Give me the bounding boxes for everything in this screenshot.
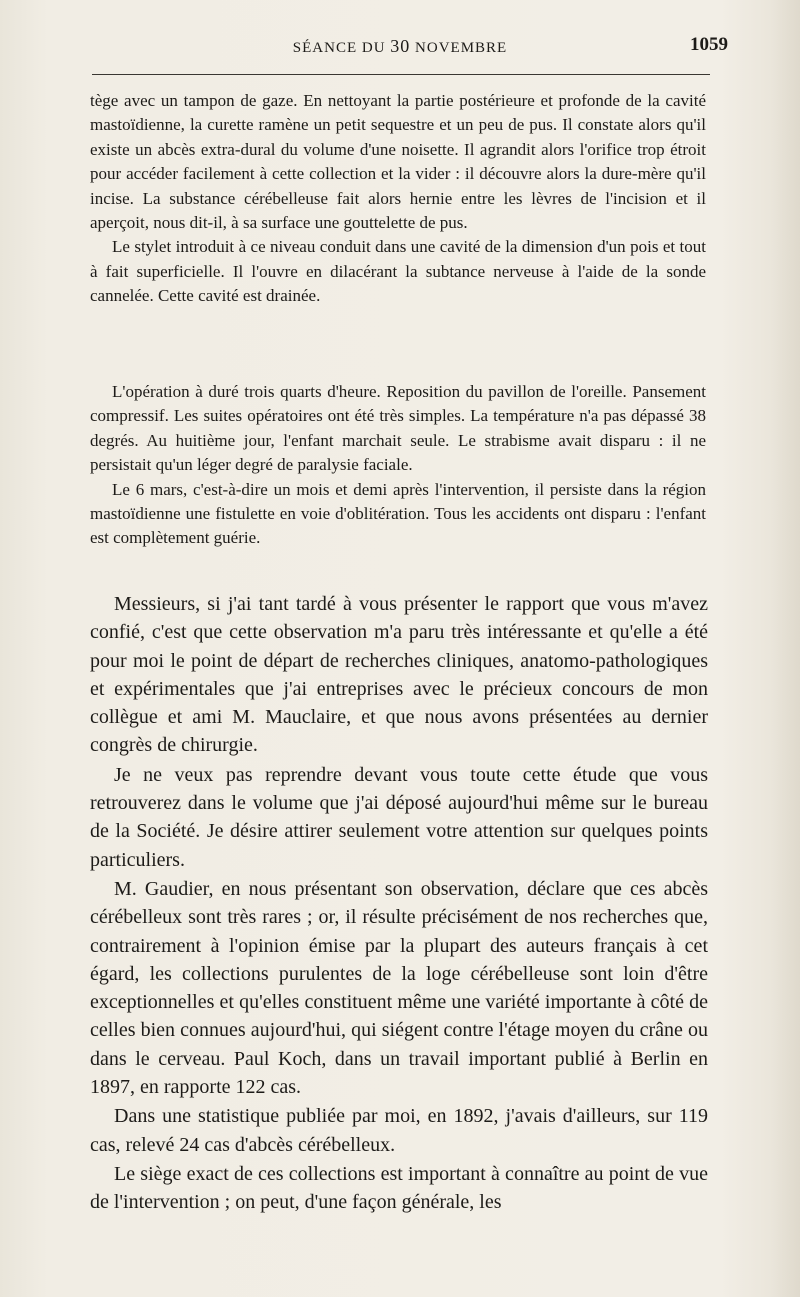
header-rule	[92, 74, 710, 75]
followup-paragraph: Le 6 mars, c'est-à-dire un mois et demi après l'intervention, il persiste dans la région mastoïdienne une fistulette en voie d'oblitération. Tous les accidents ont disparu : l'enfant est complètement guérie.	[90, 479, 706, 548]
report-text	[90, 590, 708, 1217]
report-paragraph: M. Gaudier, en nous présentant son observation, déclare que ces abcès cérébelleux sont très rares ; or, il résulte précisément de nos recherches que, contrairement à l'opinion émise par la plupart des auteurs français à cet égard, les collections purulentes de la loge cérébelleuse sont loin d'être exceptionnelles et qu'elles constituent même une variété importante à côté de celles bien connues aujourd'hui, qui siégent contre l'étage moyen du crâne ou dans le cerveau. Paul Koch, dans un travail important publié à Berlin en 1897, en rapporte 122 cas.	[90, 877, 708, 1099]
observation-followup	[90, 380, 706, 551]
page-edge-shadow	[770, 0, 800, 1297]
report-paragraph: Dans une statistique publiée par moi, en 1892, j'avais d'ailleurs, sur 119 cas, relevé 24 cas d'abcès cérébelleux.	[90, 1105, 708, 1156]
running-head-date: 30	[390, 36, 411, 56]
observation-paragraph: Le stylet introduit à ce niveau conduit dans une cavité de la dimension d'un pois et tout à fait superficielle. Il l'ouvre en dilacérant la subtance nerveuse à l'aide de la sonde cannelée. Cette cavité est drainée.	[90, 237, 706, 306]
running-head	[90, 36, 710, 57]
observation-paragraph: tège avec un tampon de gaze. En nettoyant la partie postérieure et profonde de la cavité mastoïdienne, la curette ramène un petit sequestre et un peu de pus. Il constate alors qu'il existe un abcès extra-dural du volume d'une noisette. Il agrandit alors l'orifice trop étroit pour accéder facilement à cette collection et la vider : il découvre alors la dure-mère qu'il incise. La substance cérébelleuse fait alors hernie entre les lèvres de l'incision et il aperçoit, nous dit-il, à sa surface une gouttelette de pus.	[90, 91, 706, 233]
page-number: 1059	[690, 34, 728, 55]
page-header	[90, 34, 728, 58]
observation-text	[90, 89, 706, 309]
followup-paragraph: L'opération à duré trois quarts d'heure. Reposition du pavillon de l'oreille. Pansement compressif. Les suites opératoires ont été très simples. La température n'a pas dépassé 38 degrés. Au huitième jour, l'enfant marchait seule. Le strabisme avait disparu : il ne persistait qu'un léger degré de paralysie faciale.	[90, 382, 706, 475]
running-head-month: NOVEMBRE	[415, 40, 508, 56]
report-paragraph: Le siège exact de ces collections est important à connaître au point de vue de l'intervention ; on peut, d'une façon générale, les	[90, 1162, 708, 1214]
report-paragraph: Messieurs, si j'ai tant tardé à vous présenter le rapport que vous m'avez confié, c'est que cette observation m'a paru très intéressante et qu'elle a été pour moi le point de départ de recherches cliniques, anatomo-pathologiques et expérimentales que j'ai entreprises avec le précieux concours de mon collègue et ami M. Mauclaire, et que nous avons présentées au dernier congrès de chirurgie.	[90, 593, 708, 757]
running-head-prefix: SÉANCE DU	[292, 40, 386, 56]
report-paragraph: Je ne veux pas reprendre devant vous toute cette étude que vous retrouverez dans le volume que j'ai déposé aujourd'hui même sur le bureau de la Société. Je désire attirer seulement votre attention sur quelques points particuliers.	[90, 763, 708, 871]
